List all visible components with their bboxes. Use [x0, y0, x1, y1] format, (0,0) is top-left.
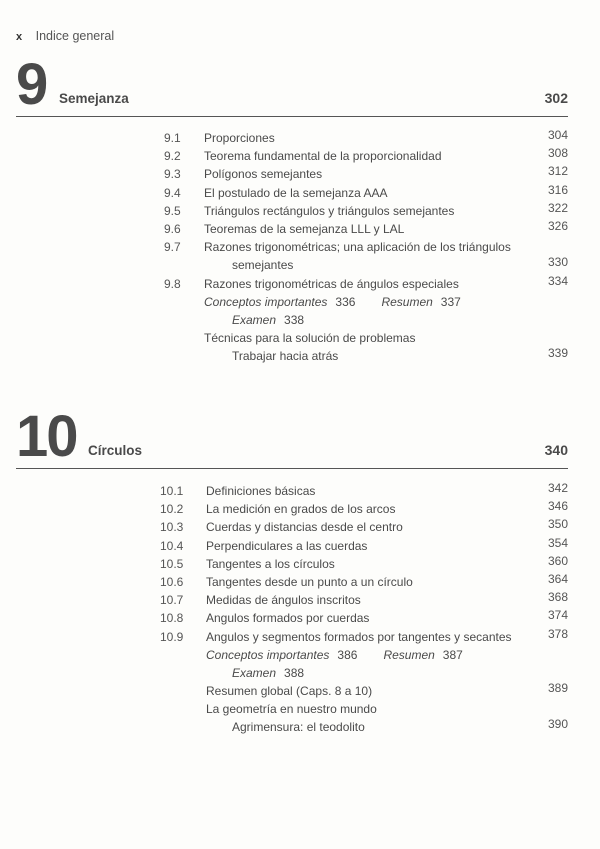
section-page: 354: [547, 535, 568, 550]
extra-page: 389: [547, 681, 568, 696]
section-number: 10.7: [160, 593, 184, 608]
section-title-continuation: semejantes: [232, 258, 294, 273]
section-number: 10.5: [160, 556, 184, 571]
section-number: 10.9: [160, 629, 184, 644]
section-title: Angulos formados por cuerdas: [206, 611, 370, 626]
section-title: Cuerdas y distancias desde el centro: [206, 520, 403, 535]
section-title: Tangentes a los círculos: [206, 556, 335, 571]
toc-entry[interactable]: [16, 275, 568, 293]
section-number: 9.1: [164, 131, 181, 145]
running-head: [16, 29, 114, 43]
toc-entry[interactable]: [16, 220, 568, 238]
concepts-page: 386: [337, 647, 358, 662]
toc-list: [16, 129, 568, 365]
toc-list: [16, 482, 568, 737]
page-folio: x: [16, 31, 23, 43]
section-title: El postulado de la semejanza AAA: [204, 185, 388, 200]
section-page: 316: [547, 182, 568, 197]
chapter-number: 9: [16, 52, 47, 117]
chapter-header: [16, 52, 568, 117]
section-number: 9.5: [164, 203, 181, 218]
section-page: 308: [547, 146, 568, 161]
section-page: 368: [547, 590, 568, 605]
section-title: Proporciones: [204, 131, 275, 145]
chapter-title: Círculos: [88, 443, 143, 458]
section-number: 10.3: [160, 520, 184, 535]
review-line: [16, 646, 568, 664]
section-page: 364: [547, 571, 568, 586]
section-page: 360: [547, 553, 568, 568]
toc-entry[interactable]: [16, 591, 568, 609]
section-page: 330: [547, 255, 568, 270]
toc-entry-continuation[interactable]: [16, 256, 568, 274]
section-page: 334: [547, 273, 568, 288]
section-title: Teoremas de la semejanza LLL y LAL: [204, 221, 405, 236]
section-number: 10.6: [160, 574, 184, 589]
toc-entry[interactable]: [16, 129, 568, 147]
chapter-number: 10: [16, 404, 77, 469]
section-title: Razones trigonométricas de ángulos especiales: [204, 276, 459, 291]
chapter-header: [16, 404, 568, 469]
section-number: 9.2: [164, 149, 181, 164]
section-title: Perpendiculares a las cuerdas: [206, 538, 368, 553]
section-title: Razones trigonométricas; una aplicación de los triángulos: [204, 240, 511, 255]
section-title: La medición en grados de los arcos: [206, 502, 396, 517]
extra-page: 390: [547, 717, 568, 732]
extra-title: Resumen global (Caps. 8 a 10): [206, 684, 373, 699]
toc-entry[interactable]: [16, 518, 568, 536]
review-line: [16, 293, 568, 311]
summary-label[interactable]: Resumen: [383, 647, 435, 662]
toc-entry[interactable]: [16, 555, 568, 573]
exam-page: 338: [284, 312, 305, 327]
section-number: 10.2: [160, 502, 184, 517]
toc-entry[interactable]: [16, 573, 568, 591]
section-title: Tangentes desde un punto a un círculo: [206, 574, 413, 589]
toc-entry[interactable]: [16, 165, 568, 183]
toc-entry[interactable]: [16, 628, 568, 646]
chapter-page: 340: [544, 442, 568, 458]
section-page: 322: [547, 200, 568, 215]
summary-label[interactable]: Resumen: [381, 294, 433, 309]
section-number: 9.6: [164, 221, 181, 236]
summary-page: 337: [440, 294, 461, 309]
section-page: 304: [547, 128, 568, 142]
chapter-page: 302: [544, 90, 568, 106]
chapter-rule: [16, 116, 568, 117]
section-number: 10.4: [160, 538, 184, 553]
section-number: 9.4: [164, 185, 181, 200]
extra-title: Técnicas para la solución de problemas: [204, 331, 416, 346]
extra-page: 339: [547, 346, 568, 361]
section-number: 9.7: [164, 240, 181, 255]
exam-page: 388: [284, 665, 305, 680]
section-page: 326: [547, 218, 568, 233]
toc-extra[interactable]: [16, 700, 568, 718]
toc-extra-sub[interactable]: [16, 347, 568, 365]
section-title: Angulos y segmentos formados por tangentes y secantes: [206, 629, 512, 644]
toc-entry[interactable]: [16, 202, 568, 220]
extra-title: La geometría en nuestro mundo: [206, 702, 377, 717]
section-number: 10.1: [160, 484, 184, 498]
toc-entry[interactable]: [16, 609, 568, 627]
section-page: 350: [547, 517, 568, 532]
chapter-title: Semejanza: [59, 91, 129, 106]
chapter-rule: [16, 468, 568, 469]
section-page: 346: [547, 499, 568, 514]
toc-entry[interactable]: [16, 147, 568, 165]
concepts-page: 336: [335, 294, 356, 309]
extra-subtitle: Agrimensura: el teodolito: [232, 720, 365, 735]
toc-extra[interactable]: [16, 682, 568, 700]
section-number: 10.8: [160, 611, 184, 626]
summary-page: 387: [442, 647, 463, 662]
section-page: 378: [547, 626, 568, 641]
section-number: 9.8: [164, 276, 181, 291]
section-title: Medidas de ángulos inscritos: [206, 593, 361, 608]
toc-entry[interactable]: [16, 537, 568, 555]
section-title: Definiciones básicas: [206, 484, 316, 498]
chapter-9: [16, 52, 568, 365]
section-page: 374: [547, 608, 568, 623]
extra-subtitle: Trabajar hacia atrás: [232, 349, 339, 364]
section-number: 9.3: [164, 167, 181, 182]
toc-entry[interactable]: [16, 482, 568, 500]
section-title: Triángulos rectángulos y triángulos semejantes: [204, 203, 455, 218]
concepts-label[interactable]: Conceptos importantes: [204, 294, 328, 309]
toc-extra[interactable]: [16, 329, 568, 347]
toc-entry[interactable]: [16, 500, 568, 518]
exam-line: [16, 664, 568, 682]
exam-label[interactable]: Examen: [232, 665, 277, 680]
section-page: 342: [547, 481, 568, 495]
section-title: Teorema fundamental de la proporcionalidad: [204, 149, 442, 164]
exam-label[interactable]: Examen: [232, 312, 277, 327]
section-page: 312: [547, 164, 568, 179]
toc-entry[interactable]: [16, 238, 568, 256]
toc-extra-sub[interactable]: [16, 718, 568, 736]
chapter-10: [16, 404, 568, 737]
section-title: Polígonos semejantes: [204, 167, 323, 182]
exam-line: [16, 311, 568, 329]
concepts-label[interactable]: Conceptos importantes: [206, 647, 330, 662]
running-head-title: Indice general: [35, 29, 115, 43]
toc-entry[interactable]: [16, 184, 568, 202]
